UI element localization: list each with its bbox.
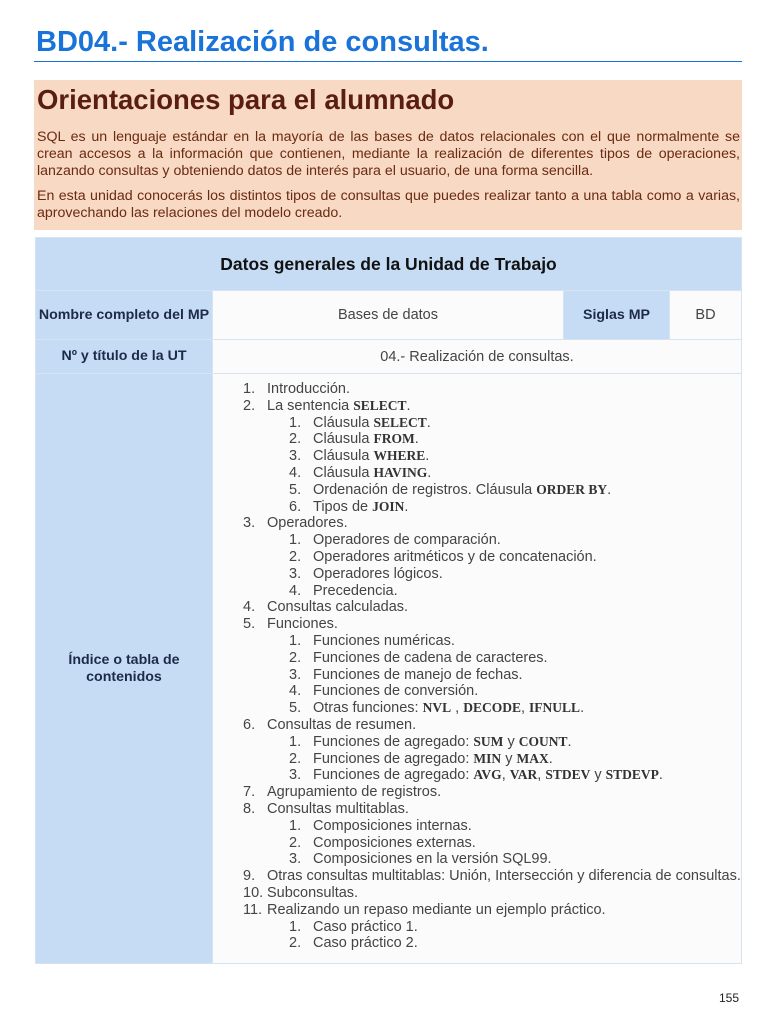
toc-number: 2. [243, 397, 256, 414]
toc-text-segment: Cláusula [313, 464, 374, 481]
toc-text-segment: Cláusula [313, 431, 374, 448]
toc-text-segment: Caso práctico 1. [313, 918, 418, 935]
toc-text-segment: . [406, 397, 411, 414]
sql-keyword: STDEVP [605, 767, 659, 783]
toc-subitem [213, 431, 741, 448]
toc-text [313, 835, 476, 851]
toc-subitem [213, 583, 741, 600]
toc-number: 1. [289, 733, 302, 750]
toc-item [213, 717, 741, 784]
toc-text [267, 902, 606, 918]
sql-keyword: IFNULL [529, 700, 581, 716]
toc-number: 8. [243, 800, 256, 817]
toc-number: 10. [243, 884, 264, 901]
toc-text [313, 431, 419, 447]
toc-number: 3. [289, 851, 302, 868]
sql-keyword: WHERE [373, 448, 426, 464]
sql-keyword: VAR [509, 767, 538, 783]
toc-text-segment: . [607, 481, 612, 498]
sql-keyword: FROM [373, 431, 415, 447]
toc-number: 1. [243, 381, 256, 397]
toc-text [267, 616, 338, 632]
toc-text [313, 851, 552, 867]
toc-text-segment: Precedencia. [313, 582, 398, 599]
toc-text [313, 532, 501, 548]
table-of-contents [213, 381, 741, 952]
toc-subitem [213, 482, 741, 499]
toc-number: 2. [289, 750, 302, 767]
orientaciones-heading: Orientaciones para el alumnado [37, 84, 455, 115]
toc-text-segment: Introducción. [267, 381, 351, 397]
toc-text [313, 566, 443, 582]
nombre-mp-value: Bases de datos [213, 291, 564, 340]
toc-text-segment: . [414, 431, 419, 448]
toc-number: 5. [289, 481, 302, 498]
toc-text-segment: Caso práctico 2. [313, 935, 418, 952]
sql-keyword: ORDER BY [536, 481, 608, 497]
toc-subitem [213, 532, 741, 549]
toc-subitem [213, 499, 741, 516]
toc-item [213, 398, 741, 516]
toc-text-segment: Consultas multitablas. [267, 800, 409, 817]
toc-text-segment: Funciones. [267, 616, 338, 633]
toc-item [213, 885, 741, 902]
toc-number: 4. [289, 582, 302, 599]
toc-text [313, 482, 611, 498]
toc-text [313, 734, 572, 750]
ut-label: Nº y título de la UT [36, 340, 213, 374]
sql-keyword: COUNT [518, 733, 568, 749]
toc-text [267, 717, 416, 733]
page-title: BD04.- Realización de consultas. [36, 26, 489, 58]
table-header: Datos generales de la Unidad de Trabajo [36, 238, 742, 291]
sql-keyword: MIN [473, 750, 502, 766]
toc-text [267, 381, 350, 397]
toc-number: 2. [289, 649, 302, 666]
toc-text [313, 751, 553, 767]
toc-number: 3. [289, 666, 302, 683]
toc-subitem [213, 549, 741, 566]
toc-subitem [213, 919, 741, 936]
toc-text [313, 818, 472, 834]
toc-sublist [267, 734, 741, 784]
toc-text-segment: . [427, 464, 432, 481]
toc-text-segment: Consultas de resumen. [267, 716, 417, 733]
toc-subitem [213, 734, 741, 751]
toc-subitem [213, 835, 741, 852]
toc-text-segment: Cláusula [313, 448, 374, 465]
toc-subitem [213, 700, 741, 717]
toc-text-segment: Funciones numéricas. [313, 632, 455, 649]
toc-text [267, 599, 408, 615]
toc-text-segment: Composiciones en la versión SQL99. [313, 851, 552, 868]
toc-item [213, 599, 741, 616]
ut-value: 04.- Realización de consultas. [213, 340, 742, 374]
toc-text-segment: Subconsultas. [267, 884, 359, 901]
title-divider [34, 61, 742, 62]
toc-text-segment: Operadores. [267, 515, 348, 532]
toc-text [267, 784, 441, 800]
toc-number: 1. [289, 918, 302, 935]
sql-keyword: AVG [473, 767, 502, 783]
toc-text-segment: . [548, 750, 553, 767]
siglas-mp-label: Siglas MP [564, 291, 670, 340]
toc-sublist [267, 415, 741, 516]
toc-number: 7. [243, 784, 256, 801]
toc-text-segment: Operadores lógicos. [313, 565, 443, 582]
toc-number: 3. [289, 565, 302, 582]
toc-text-segment: Funciones de agregado: [313, 733, 474, 750]
toc-number: 6. [289, 498, 302, 515]
toc-text-segment: Funciones de agregado: [313, 767, 474, 784]
toc-text [267, 398, 411, 414]
orientaciones-paragraph-1: SQL es un lenguaje estándar en la mayoría de las bases de datos relacionales con el que normalmente se crean accesos a la información que contienen, mediante la realización de diferentes tipos de operaciones, lanzando consultas y obteniendo datos de interés para el usuario, de una forma sencilla. [37, 129, 740, 179]
toc-text-segment: , [537, 767, 546, 784]
toc-text [313, 583, 398, 599]
toc-text [313, 549, 597, 565]
sql-keyword: STDEV [545, 767, 591, 783]
toc-number: 2. [289, 548, 302, 565]
sql-keyword: HAVING [373, 464, 428, 480]
toc-text [313, 448, 429, 464]
siglas-mp-value: BD [670, 291, 742, 340]
toc-text [267, 868, 741, 884]
toc-text [313, 667, 523, 683]
toc-item [213, 381, 741, 398]
toc-text-segment: . [567, 733, 572, 750]
toc-text-segment: , [451, 700, 464, 717]
toc-subitem [213, 650, 741, 667]
toc-subitem [213, 415, 741, 432]
toc-number: 4. [289, 464, 302, 481]
toc-text-segment: Funciones de conversión. [313, 683, 479, 700]
sql-keyword: SUM [473, 733, 504, 749]
toc-number: 5. [289, 700, 302, 717]
toc-text-segment: Composiciones internas. [313, 817, 472, 834]
toc-text-segment: Consultas calculadas. [267, 599, 409, 616]
toc-subitem [213, 465, 741, 482]
toc-number: 1. [289, 414, 302, 431]
unidad-trabajo-table [35, 237, 742, 964]
orientaciones-paragraph-2: En esta unidad conocerás los distintos tipos de consultas que puedes realizar tanto a una tabla como a varias, aprovechando las relaciones del modelo creado. [37, 188, 740, 222]
toc-subitem [213, 683, 741, 700]
toc-subitem [213, 818, 741, 835]
toc-number: 2. [289, 935, 302, 952]
toc-item [213, 902, 741, 952]
toc-text [313, 650, 548, 666]
toc-text [267, 885, 358, 901]
toc-sublist [267, 919, 741, 953]
toc-item [213, 515, 741, 599]
toc-number: 5. [243, 616, 256, 633]
sql-keyword: DECODE [463, 700, 521, 716]
nombre-mp-label: Nombre completo del MP [36, 291, 213, 340]
sql-keyword: SELECT [353, 397, 407, 413]
toc-number: 6. [243, 716, 256, 733]
indice-content [213, 374, 742, 964]
toc-text [313, 499, 408, 515]
toc-subitem [213, 633, 741, 650]
toc-text [313, 935, 418, 951]
toc-text-segment: Tipos de [313, 498, 373, 515]
toc-text-segment: Cláusula [313, 414, 374, 431]
toc-sublist [267, 818, 741, 868]
toc-text-segment: . [580, 700, 585, 717]
toc-number: 3. [289, 767, 302, 784]
toc-text-segment: Funciones de cadena de caracteres. [313, 649, 548, 666]
toc-text-segment: Ordenación de registros. Cláusula [313, 481, 537, 498]
toc-subitem [213, 448, 741, 465]
toc-text-segment: , [520, 700, 530, 717]
toc-text-segment: Operadores de comparación. [313, 532, 501, 549]
toc-text-segment: . [425, 448, 430, 465]
page-number: 155 [719, 991, 740, 1005]
toc-text-segment: . [426, 414, 431, 431]
toc-text [313, 633, 455, 649]
toc-number: 9. [243, 868, 256, 885]
toc-subitem [213, 667, 741, 684]
toc-subitem [213, 566, 741, 583]
toc-number: 2. [289, 834, 302, 851]
toc-text-segment: Composiciones externas. [313, 834, 476, 851]
toc-item [213, 616, 741, 717]
toc-number: 2. [289, 431, 302, 448]
toc-text-segment: Funciones de manejo de fechas. [313, 666, 523, 683]
orientaciones-box [34, 80, 742, 230]
toc-text-segment: Funciones de agregado: [313, 750, 474, 767]
sql-keyword: NVL [422, 700, 452, 716]
toc-subitem [213, 935, 741, 952]
toc-text-segment: . [404, 498, 409, 515]
toc-text-segment: Otras funciones: [313, 700, 423, 717]
sql-keyword: SELECT [373, 414, 427, 430]
toc-number: 4. [243, 599, 256, 616]
toc-text-segment: Agrupamiento de registros. [267, 784, 442, 801]
toc-number: 1. [289, 532, 302, 549]
toc-text-segment: Realizando un repaso mediante un ejemplo práctico. [267, 901, 606, 918]
toc-text [313, 767, 663, 783]
toc-text-segment: La sentencia [267, 397, 354, 414]
toc-number: 1. [289, 817, 302, 834]
toc-text [313, 919, 418, 935]
toc-sublist [267, 633, 741, 717]
sql-keyword: MAX [516, 750, 549, 766]
toc-text [313, 700, 584, 716]
toc-number: 3. [243, 515, 256, 532]
toc-text-segment: , [501, 767, 510, 784]
toc-subitem [213, 767, 741, 784]
toc-text-segment: Otras consultas multitablas: Unión, Intersección y diferencia de consultas. [267, 868, 741, 885]
toc-text [313, 465, 431, 481]
toc-text [313, 683, 478, 699]
toc-number: 11. [243, 901, 263, 918]
toc-item [213, 801, 741, 868]
toc-number: 4. [289, 683, 302, 700]
toc-text-segment: y [503, 733, 519, 750]
toc-text-segment: Operadores aritméticos y de concatenación. [313, 548, 597, 565]
toc-number: 1. [289, 632, 302, 649]
toc-number: 3. [289, 448, 302, 465]
toc-sublist [267, 532, 741, 599]
toc-item [213, 868, 741, 885]
toc-text [313, 415, 431, 431]
toc-text-segment: . [658, 767, 663, 784]
toc-text-segment: y [501, 750, 517, 767]
toc-subitem [213, 751, 741, 768]
toc-text [267, 801, 409, 817]
toc-text-segment: y [590, 767, 606, 784]
toc-text [267, 515, 348, 531]
indice-label: Índice o tabla de contenidos [36, 374, 213, 964]
sql-keyword: JOIN [372, 498, 405, 514]
toc-subitem [213, 851, 741, 868]
toc-item [213, 784, 741, 801]
